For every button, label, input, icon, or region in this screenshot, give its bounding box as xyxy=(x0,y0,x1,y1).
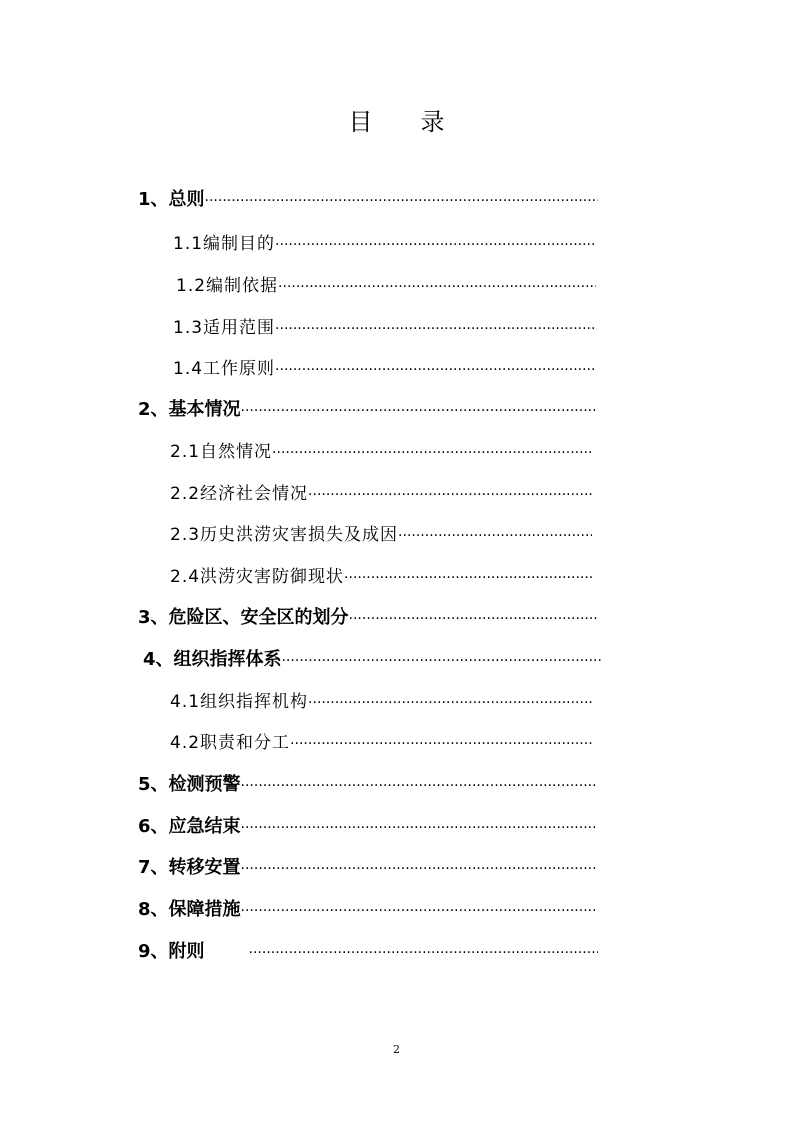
toc-entry-number: 1.3 xyxy=(173,318,204,338)
toc-entry[interactable] xyxy=(176,271,596,296)
toc-entry-number: 4.2 xyxy=(170,733,201,753)
toc-entry-label: 组织指挥体系 xyxy=(173,649,282,670)
toc-entry[interactable] xyxy=(170,479,592,504)
toc-entry[interactable] xyxy=(170,728,592,753)
toc-dot-leader xyxy=(241,778,598,794)
toc-dot-leader xyxy=(241,820,598,836)
toc-entry-number: 1、 xyxy=(138,189,169,210)
toc-entry-label: 应急结束 xyxy=(168,816,241,837)
toc-dot-leader xyxy=(278,279,596,295)
toc-entry[interactable] xyxy=(138,185,598,211)
toc-dot-leader xyxy=(249,945,598,961)
toc-entry-number: 7、 xyxy=(138,857,169,878)
toc-dot-leader xyxy=(290,736,592,752)
toc-entry-label: 职责和分工 xyxy=(200,733,291,753)
toc-entry-label: 总则 xyxy=(168,189,205,210)
toc-entry-number: 8、 xyxy=(138,899,169,920)
toc-dot-leader xyxy=(241,861,598,877)
toc-entry-number: 2.2 xyxy=(170,484,201,504)
toc-entry-label: 适用范围 xyxy=(203,318,276,338)
toc-entry-label: 危险区、安全区的划分 xyxy=(168,607,349,628)
toc-entry-number: 3、 xyxy=(138,607,169,628)
toc-entry[interactable] xyxy=(173,313,596,338)
toc-entry-number: 2.4 xyxy=(170,567,201,587)
toc-entry[interactable] xyxy=(170,562,592,587)
toc-entry-number: 1.2 xyxy=(176,276,207,296)
toc-entry-label: 自然情况 xyxy=(200,442,273,462)
toc-entry-label: 保障措施 xyxy=(168,899,241,920)
toc-title-char-1: 目 xyxy=(348,108,373,136)
toc-dot-leader xyxy=(275,237,596,253)
toc-entry-number: 4.1 xyxy=(170,692,201,712)
toc-entry-number: 2.1 xyxy=(170,442,201,462)
toc-entry-number: 4、 xyxy=(143,649,174,670)
toc-entry[interactable] xyxy=(170,520,592,545)
toc-entry-label: 附则 xyxy=(168,941,205,962)
toc-entry[interactable] xyxy=(143,645,601,671)
toc-entry[interactable] xyxy=(138,603,598,629)
toc-dot-leader xyxy=(272,445,592,461)
toc-entry[interactable] xyxy=(170,437,592,462)
toc-dot-leader xyxy=(398,528,592,544)
toc-entry[interactable] xyxy=(170,687,592,712)
toc-entry-label: 经济社会情况 xyxy=(200,484,309,504)
toc-entry-label: 编制目的 xyxy=(203,234,276,254)
toc-entry[interactable] xyxy=(138,770,598,796)
toc-dot-leader xyxy=(241,403,598,419)
toc-entry[interactable] xyxy=(138,853,598,879)
toc-entry-number: 2、 xyxy=(138,399,169,420)
toc-entry-label: 洪涝灾害防御现状 xyxy=(200,567,345,587)
toc-entry-label: 工作原则 xyxy=(203,359,276,379)
toc-entry-number: 6、 xyxy=(138,816,169,837)
toc-dot-leader xyxy=(344,570,592,586)
page-number: 2 xyxy=(393,1043,400,1056)
toc-dot-leader xyxy=(241,903,598,919)
toc-dot-leader xyxy=(205,193,598,209)
toc-entry-number: 2.3 xyxy=(170,525,201,545)
toc-entry[interactable] xyxy=(138,937,598,963)
toc-dot-leader xyxy=(282,653,601,669)
toc-entry[interactable] xyxy=(138,395,598,421)
toc-dot-leader xyxy=(275,321,596,337)
toc-entry-number: 1.1 xyxy=(173,234,204,254)
toc-entry[interactable] xyxy=(138,812,598,838)
toc-title-char-2: 录 xyxy=(420,108,445,136)
toc-entry-number: 9、 xyxy=(138,941,169,962)
toc-entry[interactable] xyxy=(173,229,596,254)
toc-entry-number: 5、 xyxy=(138,774,169,795)
toc-dot-leader xyxy=(308,487,592,503)
toc-entry-label: 历史洪涝灾害损失及成因 xyxy=(200,525,399,545)
toc-entry-label: 组织指挥机构 xyxy=(200,692,309,712)
toc-dot-leader xyxy=(349,611,598,627)
toc-entry-number: 1.4 xyxy=(173,359,204,379)
toc-entry-label: 检测预警 xyxy=(168,774,241,795)
toc-dot-leader xyxy=(275,362,596,378)
toc-entry-label: 基本情况 xyxy=(168,399,241,420)
toc-entry-label: 编制依据 xyxy=(206,276,279,296)
toc-dot-leader xyxy=(308,695,592,711)
toc-entry-label: 转移安置 xyxy=(168,857,241,878)
toc-entry[interactable] xyxy=(138,895,598,921)
toc-entry[interactable] xyxy=(173,354,596,379)
